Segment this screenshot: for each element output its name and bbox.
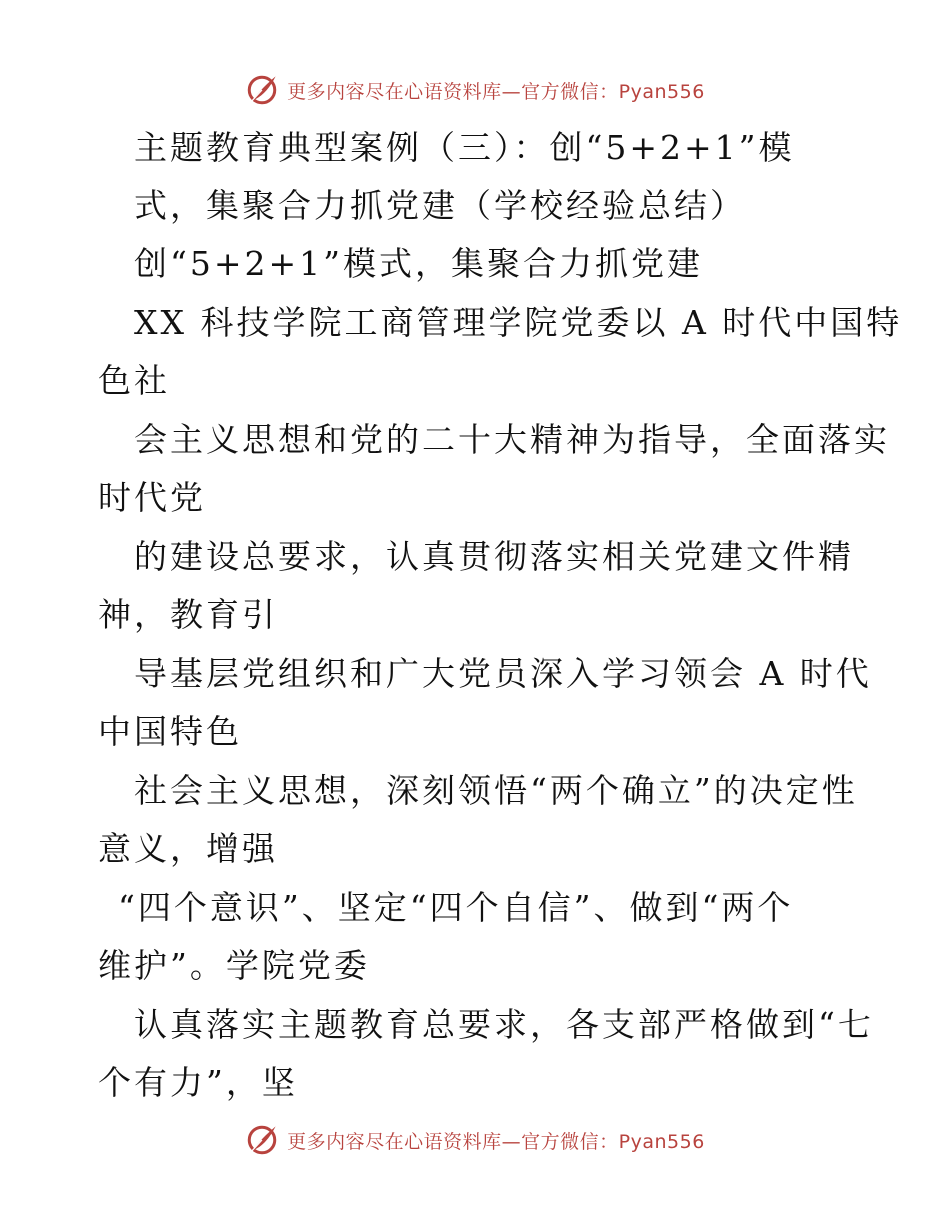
body-line: 会主义思想和党的二十大精神为指导，全面落实 <box>134 420 890 459</box>
body-line: 导基层党组织和广大党员深入学习领会 A 时代 <box>134 654 872 693</box>
body-line: 色社 <box>98 361 170 400</box>
body-line: 意义，增强 <box>98 829 278 868</box>
body-line: 认真落实主题教育总要求，各支部严格做到“七 <box>134 1005 874 1044</box>
body-line: 个有力”，坚 <box>98 1063 298 1102</box>
body-line: 中国特色 <box>98 712 242 751</box>
feather-pen-logo-icon <box>245 1123 279 1157</box>
body-line: 社会主义思想，深刻领悟“两个确立”的决定性 <box>134 771 858 810</box>
body-line: XX 科技学院工商管理学院党委以 A 时代中国特 <box>134 303 903 342</box>
feather-pen-logo-icon <box>245 73 279 107</box>
banner-text: 更多内容尽在心语资料库—官方微信：Pyan556 <box>287 80 705 103</box>
title-line-1: 主题教育典型案例（三）：创“5+2+1”模 <box>134 128 795 167</box>
subtitle-line: 创“5+2+1”模式，集聚合力抓党建 <box>134 244 704 283</box>
body-line: 时代党 <box>98 478 206 517</box>
body-line: 神，教育引 <box>98 595 278 634</box>
banner-text: 更多内容尽在心语资料库—官方微信：Pyan556 <box>287 1130 705 1153</box>
body-line: “四个意识”、坚定“四个自信”、做到“两个 <box>118 888 794 927</box>
body-line: 维护”。学院党委 <box>98 946 370 985</box>
body-line: 的建设总要求，认真贯彻落实相关党建文件精 <box>134 537 854 576</box>
footer-banner <box>0 1120 950 1160</box>
header-banner <box>0 70 950 110</box>
title-line-2: 式，集聚合力抓党建（学校经验总结） <box>134 186 746 225</box>
